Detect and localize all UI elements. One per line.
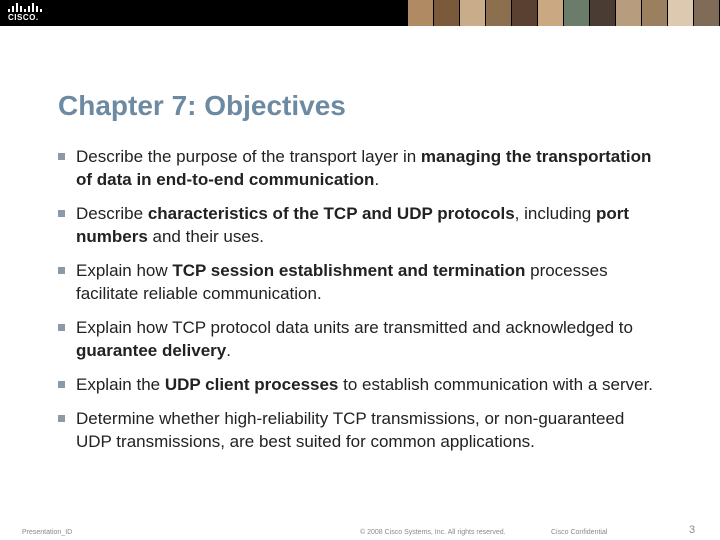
footer-presentation-id: Presentation_ID (22, 529, 73, 536)
photo-tile (668, 0, 693, 26)
photo-strip (408, 0, 720, 26)
objective-emphasis: characteristics of the TCP and UDP protocols (147, 204, 515, 223)
objective-text: , including (514, 204, 596, 223)
objective-text: Describe (76, 204, 148, 223)
objective-text: Explain the (76, 375, 165, 394)
photo-tile (486, 0, 511, 26)
objective-emphasis: UDP client processes (164, 375, 339, 394)
photo-tile (408, 0, 433, 26)
objective-emphasis: port numbers (76, 204, 629, 246)
objective-emphasis: TCP session establishment and termination (172, 261, 526, 280)
cisco-logo (8, 3, 44, 23)
objective-text: Explain how TCP protocol data units are transmitted and acknowledged to (76, 318, 633, 337)
objective-emphasis: managing the transportation of data in end-to-end communication (76, 147, 652, 189)
objective-item (58, 407, 658, 453)
objective-text: Explain how (76, 261, 173, 280)
objective-text: and their uses. (147, 227, 265, 246)
objective-text: Determine whether high-reliability TCP transmissions, or non-guaranteed UDP transmissions, are best suited for common applications. (76, 409, 625, 451)
bullet-square-icon (58, 415, 65, 422)
objective-emphasis: guarantee delivery (76, 341, 227, 360)
photo-tile (564, 0, 589, 26)
photo-tile (642, 0, 667, 26)
photo-tile (694, 0, 719, 26)
bullet-square-icon (58, 267, 65, 274)
bullet-square-icon (58, 381, 65, 388)
bullet-square-icon (58, 153, 65, 160)
bullet-square-icon (58, 210, 65, 217)
objective-item (58, 316, 658, 362)
cisco-logo-text: CISCO. (8, 13, 39, 22)
photo-tile (590, 0, 615, 26)
slide-title: Chapter 7: Objectives (58, 90, 346, 121)
top-banner (0, 0, 720, 26)
objective-text: Describe the purpose of the transport layer in (76, 147, 421, 166)
photo-tile (460, 0, 485, 26)
photo-tile (434, 0, 459, 26)
objective-item (58, 373, 658, 396)
objective-item (58, 259, 658, 305)
photo-tile (616, 0, 641, 26)
objective-text: . (374, 170, 380, 189)
footer-confidential: Cisco Confidential (551, 529, 608, 536)
photo-tile (512, 0, 537, 26)
objective-item (58, 145, 658, 191)
objectives-list (58, 145, 658, 464)
photo-tile (538, 0, 563, 26)
objective-item (58, 202, 658, 248)
footer-copyright: © 2008 Cisco Systems, Inc. All rights reserved. (360, 529, 506, 536)
bullet-square-icon (58, 324, 65, 331)
objective-text: processes facilitate reliable communication. (76, 261, 608, 303)
cisco-bars-icon (8, 3, 44, 12)
objective-text: . (226, 341, 231, 360)
page-number: 3 (689, 524, 696, 536)
objective-text: to establish communication with a server. (338, 375, 654, 394)
